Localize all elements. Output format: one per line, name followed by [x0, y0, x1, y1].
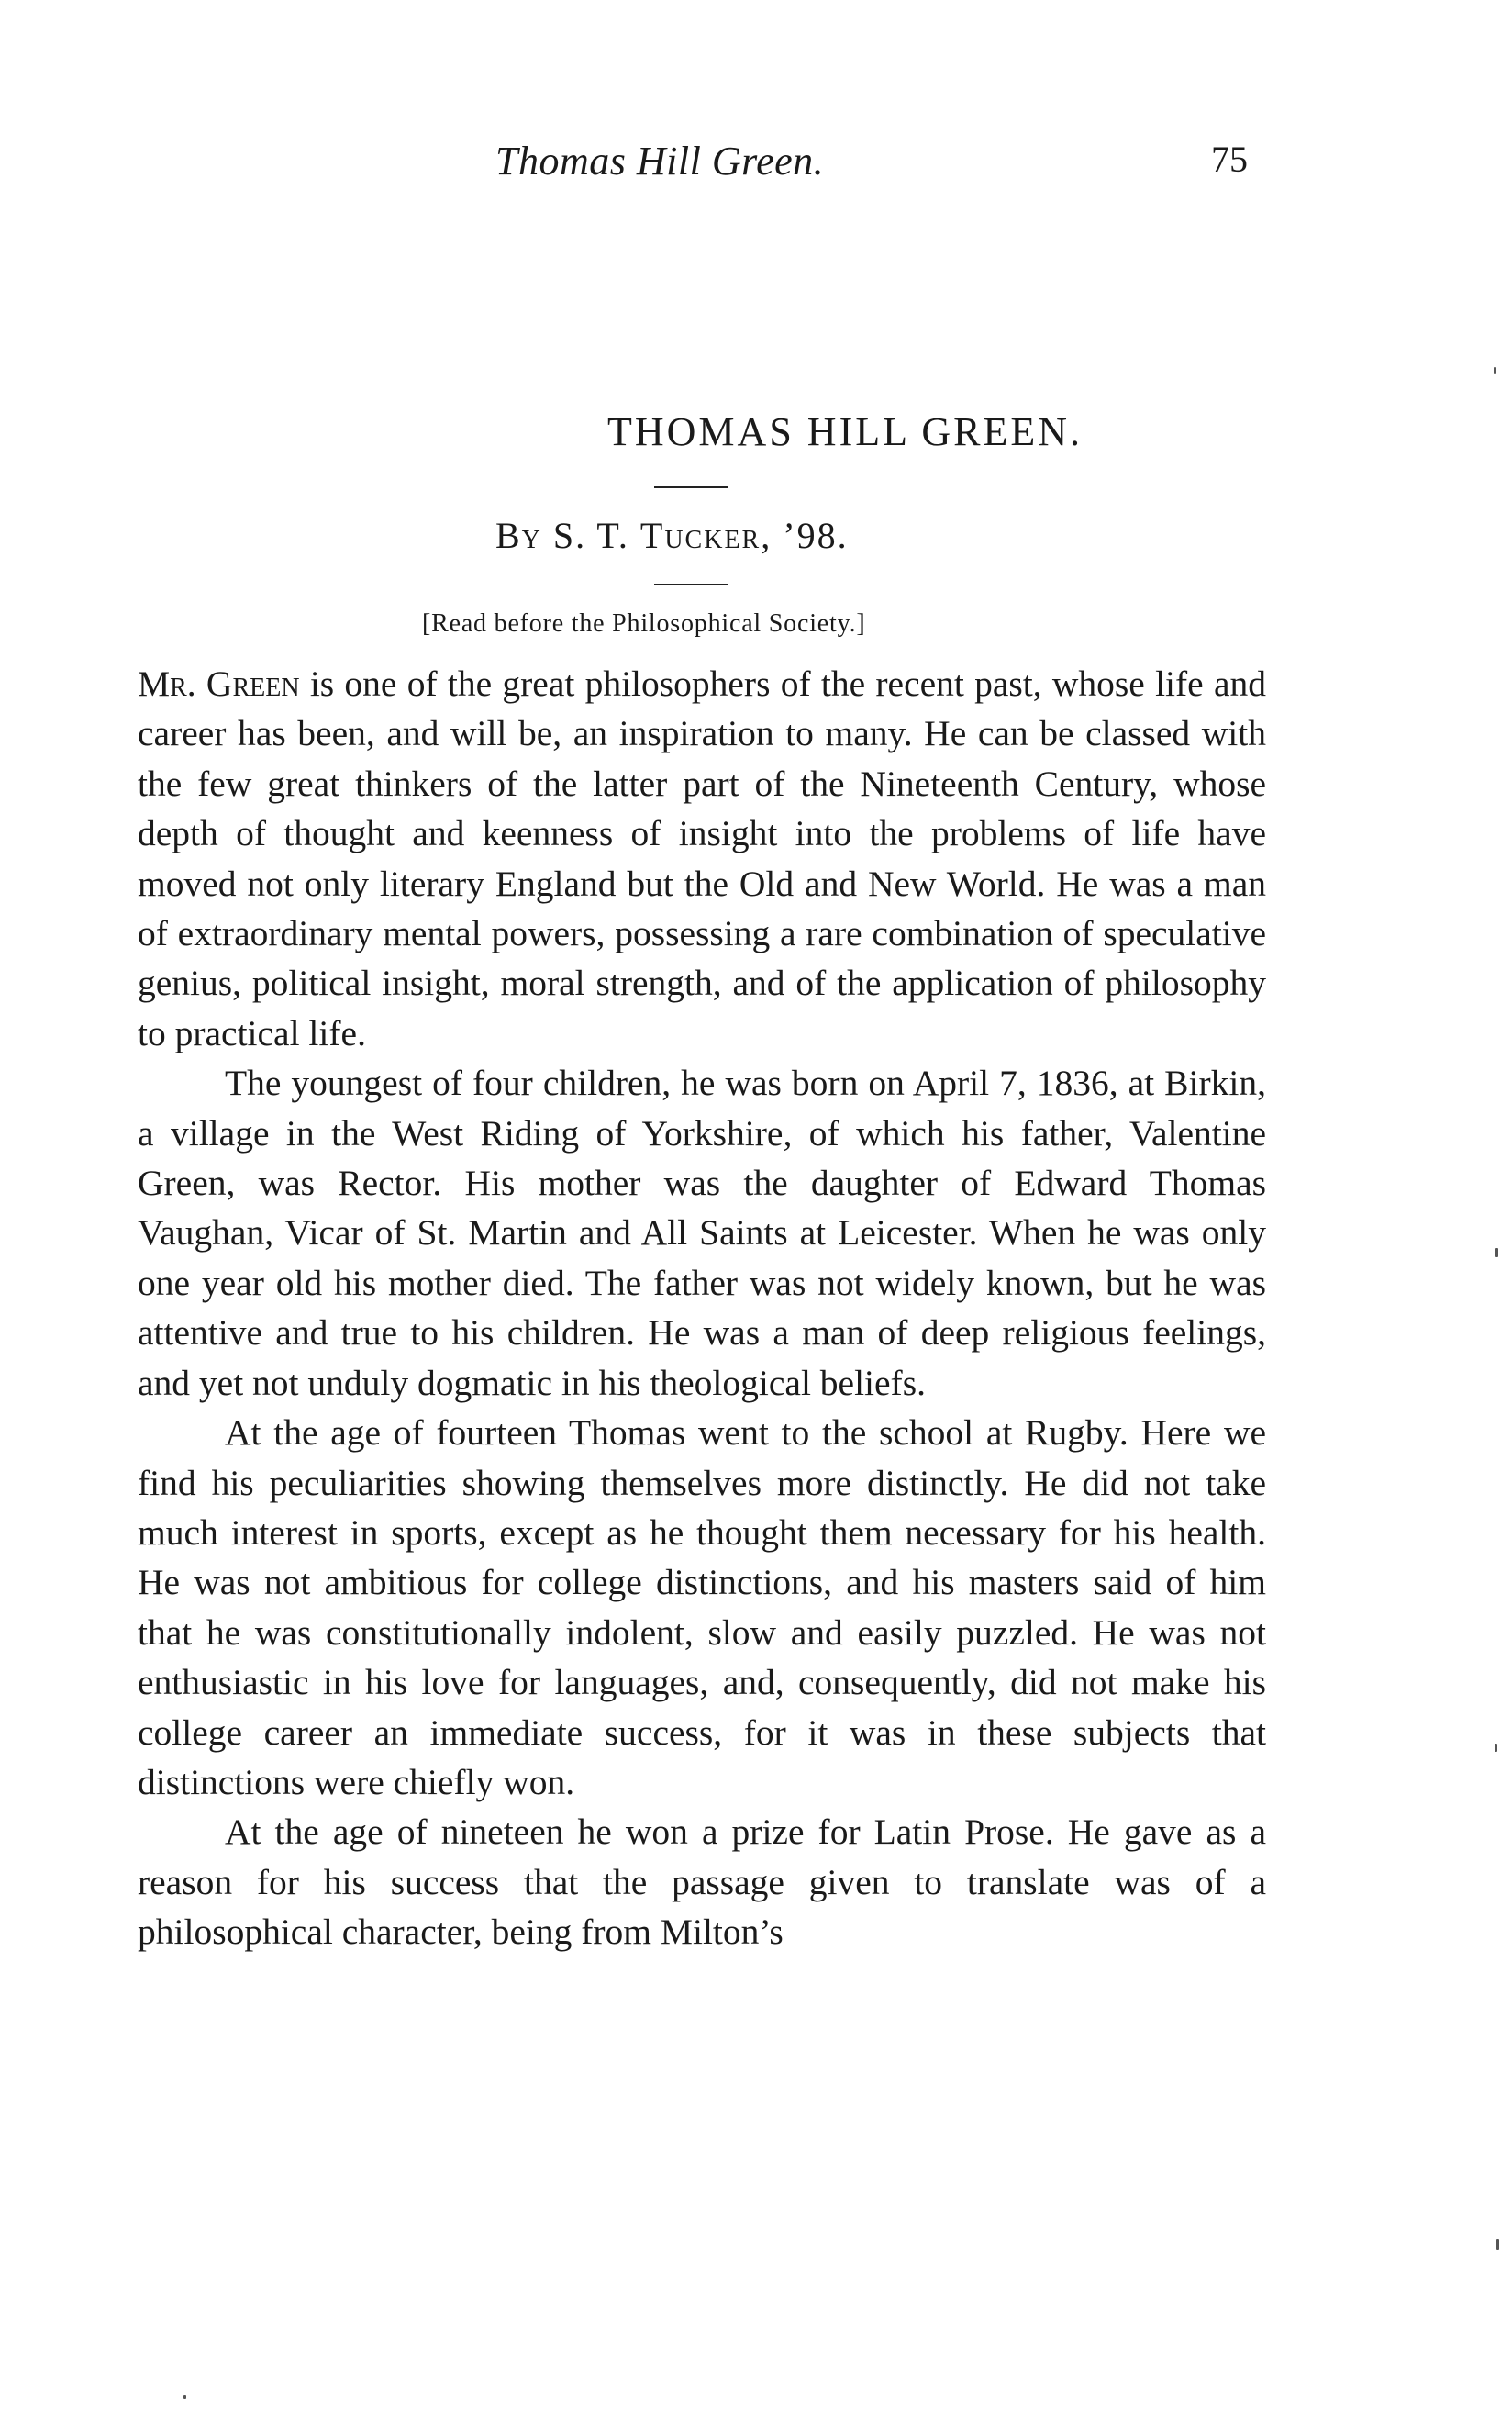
- paragraph-3: At the age of fourteen Thomas went to the school at Rugby. Here we find his peculiarities showing themselves more distinctly. He did not take much interest in sports, except as he thought them necessary for his health. He was not ambitious for college distinctions, and his masters said of him that he was constitutionally indolent, slow and easily puzzled. He was not enthusiastic in his love for languages, and, consequently, did not make his college career an immediate success, for it was in these subjects that distinctions were chiefly won.: [138, 1412, 1266, 1802]
- byline-rule: [654, 584, 728, 585]
- running-head: [0, 138, 1512, 202]
- paragraph-1-lead: Mr. Green: [138, 663, 300, 704]
- byline: [495, 514, 849, 557]
- page-number: 75: [1211, 139, 1248, 180]
- byline-surname: Tucker,: [639, 515, 773, 556]
- paragraph-2: The youngest of four children, he was born on April 7, 1836, at Birkin, a village in the West Riding of Yorkshire, of which his father, Valentine Green, was Rector. His mother was the daughter of Edward Thomas Vaughan, Vicar of St. Martin and All Saints at Leicester. When he was only one year old his mother died. The father was not widely known, but he was attentive and true to his children. He was a man of deep religious feelings, and yet not unduly dogmatic in his theological beliefs.: [138, 1063, 1266, 1403]
- scan-speck: [1496, 2239, 1499, 2250]
- paragraph-1-text: is one of the great philosophers of the recent past, whose life and career has been, and will be, an inspiration to many. He can be classed with the few great thinkers of the latter part of the Nineteenth Century, whose depth of thought and keenness of insight into the problems of life have moved not only literary England but the Old and New World. He was a man of extraordinary mental powers, possessing a rare combination of speculative genius, political insight, moral strength, and of the application of philosophy to practical life.: [138, 663, 1266, 1053]
- article-body: [138, 659, 1266, 1957]
- scan-speck: [1495, 1744, 1497, 1752]
- byline-by: By: [495, 515, 542, 556]
- byline-initials: S. T.: [552, 515, 629, 556]
- paragraph-4: At the age of nineteen he won a prize for Latin Prose. He gave as a reason for his success that the passage given to translate was of a philosophical character, being from Milton’s: [138, 1811, 1266, 1953]
- title-rule: [654, 486, 728, 488]
- reading-note: [Read before the Philosophical Society.]: [422, 609, 866, 638]
- paragraph-1: [138, 659, 1266, 1058]
- scan-speck: [1494, 367, 1496, 374]
- article-title: [0, 408, 1424, 455]
- running-title: Thomas Hill Green.: [495, 139, 825, 184]
- byline-year: ’98.: [783, 515, 849, 556]
- scan-speck: [183, 2395, 186, 2399]
- article-title-text: THOMAS HILL GREEN.: [607, 409, 1083, 454]
- scan-speck: [1495, 1248, 1498, 1257]
